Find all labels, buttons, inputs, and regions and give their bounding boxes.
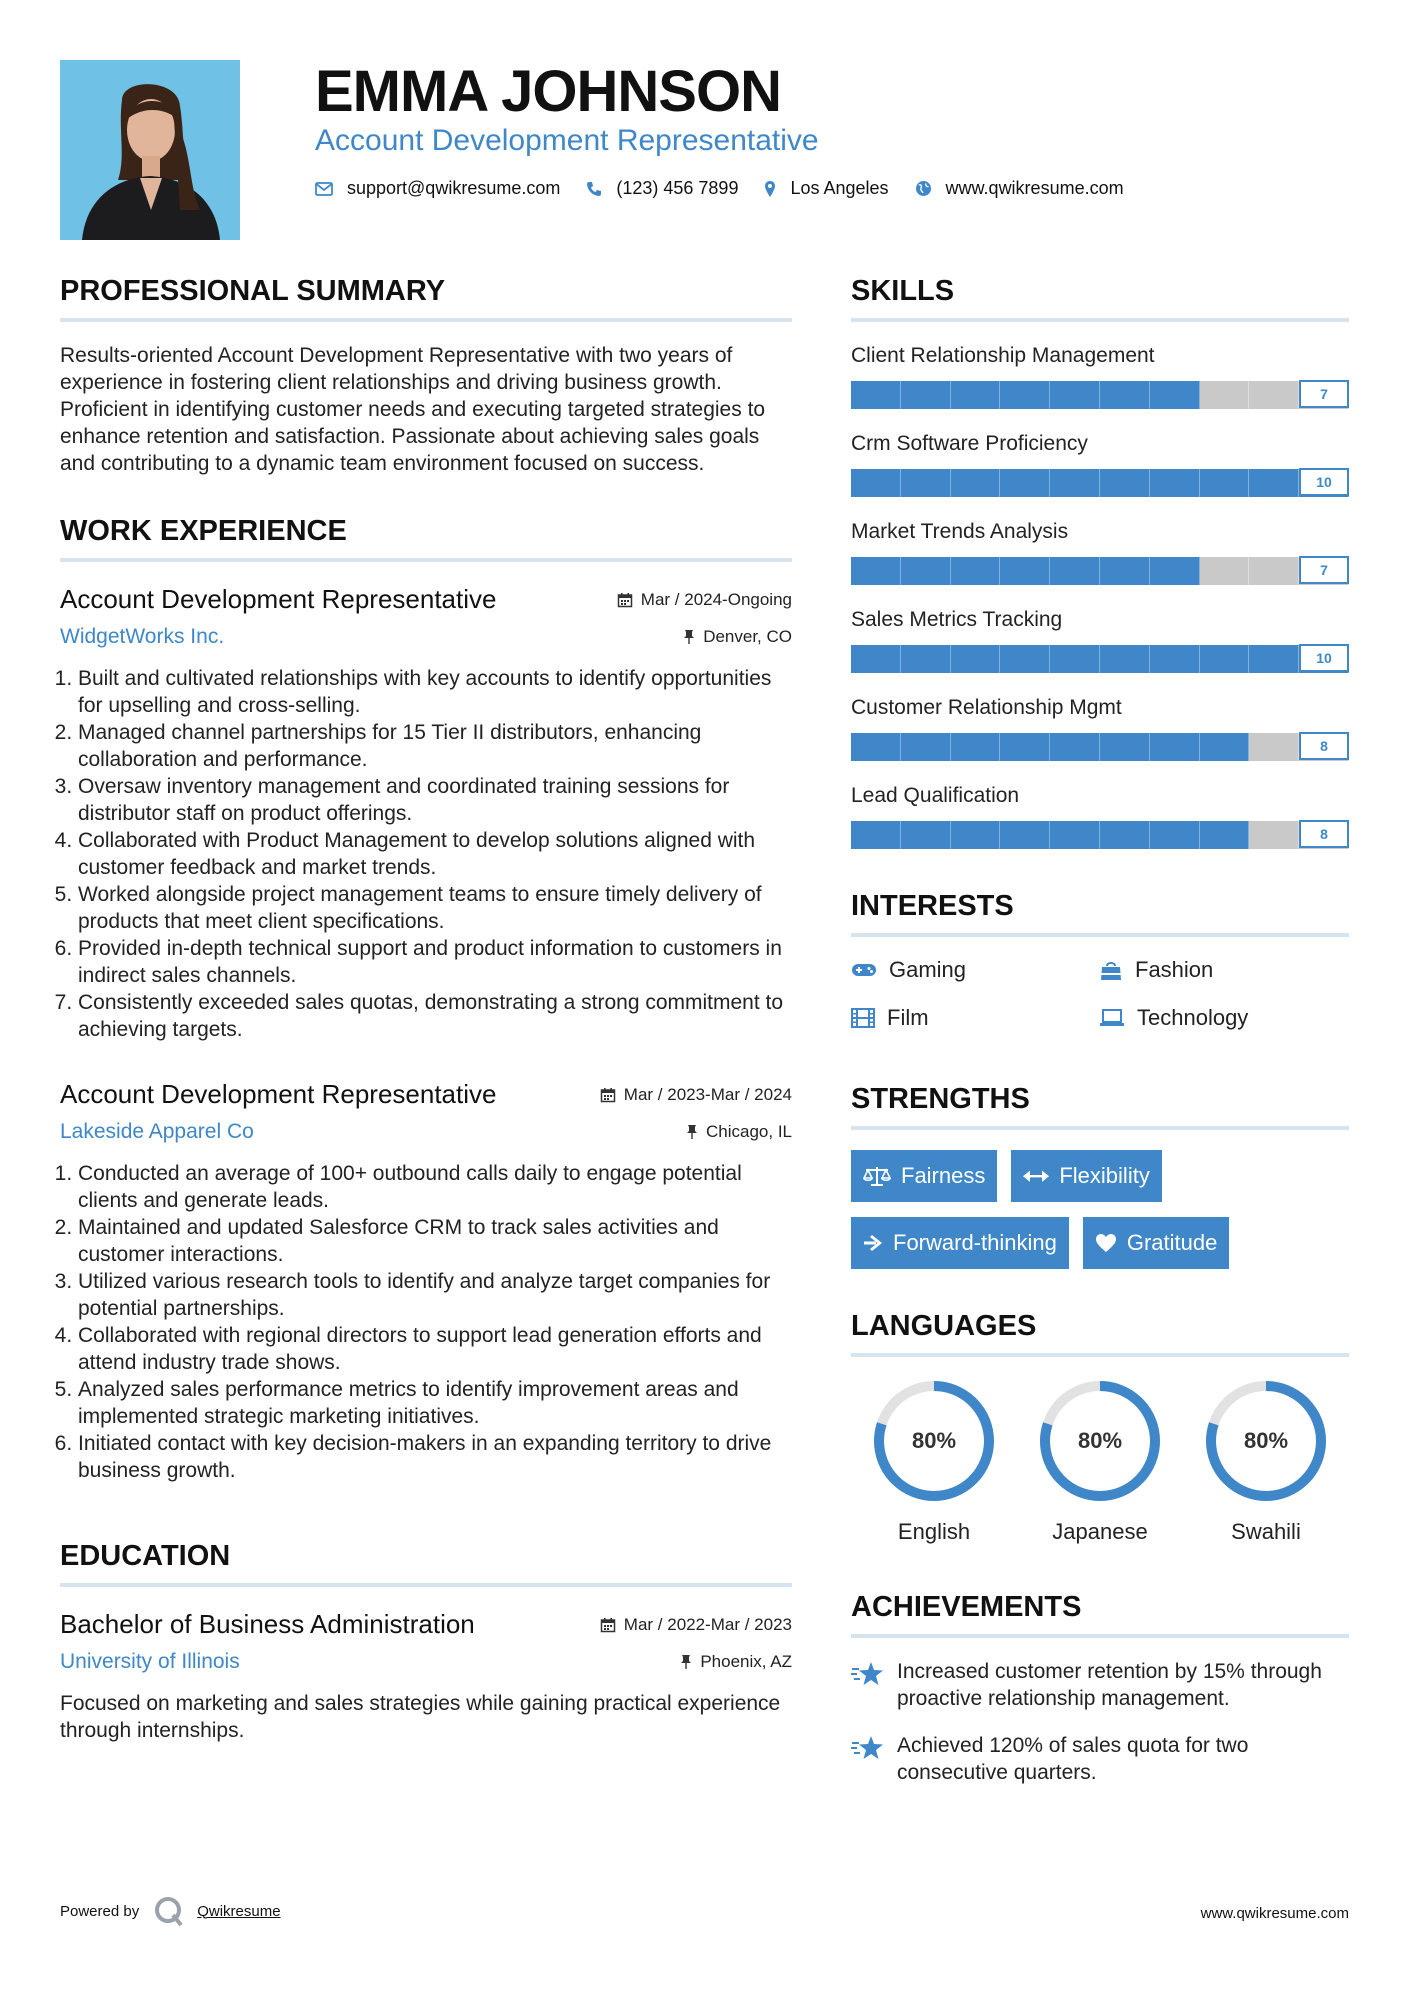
arrows-horizontal-icon [1023,1169,1049,1183]
languages-section [851,1310,1349,1545]
interest-item: Gaming [851,957,1099,983]
skill-bar-segment [1100,645,1150,673]
skill-bar [851,732,1349,762]
list-item: 3. Oversaw inventory management and coordinated training sessions for distributor staff on product offerings. [78,773,792,827]
skill-bar [851,644,1349,674]
skills-list [851,344,1349,850]
shopping-bag-icon [1099,959,1123,981]
skill-bar-segment [851,645,901,673]
education-description: Focused on marketing and sales strategies while gaining practical experience through internships. [60,1692,781,1742]
skill-bar-segment [1000,557,1050,585]
language-name: English [897,1519,971,1544]
job-entry [60,584,792,1043]
calendar-icon [617,592,633,608]
skill-bar-segment [1249,733,1299,761]
section-title: LANGUAGES [851,1310,1349,1357]
skill-label: Market Trends Analysis [851,520,1069,543]
skill-bar-segment [1100,469,1150,497]
list-item: 3. Utilized various research tools to identify and analyze target companies for potential partnerships. [78,1268,792,1322]
languages-list [851,1379,1349,1545]
interest-item: Fashion [1099,957,1349,983]
footer-powered-by [60,1895,281,1927]
skill-bar-segment [901,821,951,849]
qwikresume-logo-icon [153,1895,185,1927]
skill-item [851,696,1349,762]
skill-bar-segment [1249,645,1299,673]
job-title: Account Development Representative [60,584,497,614]
skill-bar-segment [1150,557,1200,585]
skill-bar-segment [1150,469,1200,497]
summary-section [60,275,792,477]
right-column [851,275,1349,1786]
job-dates: Mar / 2023-Mar / 2024 [600,1085,792,1105]
strengths-section [851,1083,1349,1284]
skill-bar-segment [1050,733,1100,761]
calendar-icon [600,1087,616,1103]
language-percent: 80% [911,1428,957,1453]
skill-bar-segment [1249,469,1299,497]
list-item: 5. Worked alongside project management teams to ensure timely delivery of products that meet client specifications. [78,881,792,935]
skill-bar-segment [1000,381,1050,409]
star-award-icon [851,1734,885,1762]
skill-score: 10 [1299,644,1349,672]
skill-score: 7 [1299,556,1349,584]
skill-bar-segment [951,645,1001,673]
section-title: INTERESTS [851,890,1349,937]
skill-score: 8 [1299,732,1349,760]
location-text: Los Angeles [790,178,889,198]
list-item: 1. Built and cultivated relationships with key accounts to identify opportunities for upselling and cross-selling. [78,665,792,719]
skill-bar-segment [1100,381,1150,409]
section-title: WORK EXPERIENCE [60,515,792,562]
skill-score: 8 [1299,820,1349,848]
company-name: WidgetWorks Inc. [60,625,225,648]
language-name: Japanese [1052,1519,1148,1544]
skills-section [851,275,1349,850]
education-location: Phoenix, AZ [680,1652,792,1672]
experience-section [60,515,792,1484]
skill-bar-segment [1000,645,1050,673]
star-award-icon [851,1660,885,1688]
strength-tag: Gratitude [1083,1217,1230,1269]
skill-bar-segment [1050,469,1100,497]
skill-bar-segment [901,733,951,761]
skill-bar-segment [1050,557,1100,585]
skill-bar-segment [1150,645,1200,673]
skill-score: 7 [1299,380,1349,408]
strength-tag: Forward-thinking [851,1217,1069,1269]
pushpin-icon [683,629,695,645]
skill-bar-segment [951,557,1001,585]
contact-location [764,178,888,199]
job-dates: Mar / 2024-Ongoing [617,590,792,610]
skill-bar-segment [1100,821,1150,849]
email-text: support@qwikresume.com [347,178,561,198]
skill-bar-segment [1050,381,1100,409]
skill-bar-segment [851,821,901,849]
heart-icon [1095,1233,1117,1253]
list-item: 4. Collaborated with Product Management to develop solutions aligned with customer feedback and market trends. [78,827,792,881]
film-icon [851,1008,875,1028]
gamepad-icon [851,962,877,978]
skill-item [851,432,1349,498]
contact-website[interactable] [915,178,1124,199]
skill-label: Customer Relationship Mgmt [851,696,1122,719]
skill-bar-segment [951,381,1001,409]
skill-bar-segment [851,381,901,409]
skill-bar-segment [1150,733,1200,761]
skill-score: 10 [1299,468,1349,496]
skill-bar-segment [901,469,951,497]
website-text: www.qwikresume.com [945,178,1124,198]
powered-by-text: Powered by [60,1902,140,1920]
skill-item [851,344,1349,410]
list-item: 2. Managed channel partnerships for 15 Tier II distributors, enhancing collaboration and performance. [78,719,792,773]
envelope-icon [315,182,333,196]
skill-label: Sales Metrics Tracking [851,608,1063,631]
candidate-title: Account Development Representative [315,124,819,157]
skill-bar-segment [851,733,901,761]
skill-bar [851,556,1349,586]
degree-title: Bachelor of Business Administration [60,1609,475,1639]
skill-label: Client Relationship Management [851,344,1155,367]
skill-bar-segment [1200,469,1250,497]
candidate-name: EMMA JOHNSON [315,59,781,124]
skill-item [851,608,1349,674]
skill-bar-segment [1200,381,1250,409]
skill-bar-segment [901,645,951,673]
calendar-icon [600,1617,616,1633]
skill-bar-segment [1050,645,1100,673]
skill-bar-segment [1200,733,1250,761]
section-title: PROFESSIONAL SUMMARY [60,275,792,322]
arrow-right-icon [863,1234,883,1252]
skill-bar-segment [951,733,1001,761]
strength-tag: Fairness [851,1150,997,1202]
skill-bar [851,820,1349,850]
skill-bar-segment [1200,821,1250,849]
job-location: Chicago, IL [686,1122,792,1142]
job-entry [60,1079,792,1484]
skill-bar-segment [1100,557,1150,585]
duty-list [60,1160,792,1484]
language-item [1183,1379,1349,1545]
pushpin-icon [680,1654,692,1670]
language-item [1017,1379,1183,1545]
skill-bar [851,468,1349,498]
skill-bar-segment [1050,821,1100,849]
skill-bar-segment [951,469,1001,497]
language-ring [872,1379,996,1503]
skill-item [851,784,1349,850]
contact-phone[interactable] [586,178,738,199]
achievement-item: Increased customer retention by 15% through proactive relationship management. [851,1658,1349,1712]
duty-list [60,665,792,1043]
interests-section [851,890,1349,1031]
school-name: University of Illinois [60,1650,240,1673]
achievements-section [851,1591,1349,1786]
skill-bar-segment [1000,821,1050,849]
phone-icon [586,181,602,197]
education-entry [60,1609,792,1744]
summary-text: Results-oriented Account Development Representative with two years of experience in fostering client relationships and driving business growth. Proficient in identifying customer needs and executing targeted strategies to enhance retention and satisfaction. Passionate about achieving sales goals and contributing to a dynamic team environment focused on success. [60,344,766,475]
skill-bar-segment [1150,821,1200,849]
contact-row [315,178,1150,199]
language-name: Swahili [1231,1519,1301,1544]
skill-bar-segment [1000,733,1050,761]
skill-bar-segment [1150,381,1200,409]
interest-item: Film [851,1005,1099,1031]
skill-label: Crm Software Proficiency [851,432,1088,455]
language-ring [1038,1379,1162,1503]
balance-scale-icon [863,1165,891,1187]
list-item: 6. Initiated contact with key decision-makers in an expanding territory to drive business growth. [78,1430,792,1484]
interest-item: Technology [1099,1005,1349,1031]
skill-bar-segment [1000,469,1050,497]
skill-bar-segment [1200,645,1250,673]
skill-bar-segment [901,557,951,585]
profile-photo [60,60,240,240]
section-title: STRENGTHS [851,1083,1349,1130]
list-item: 2. Maintained and updated Salesforce CRM to track sales activities and customer interactions. [78,1214,792,1268]
section-title: EDUCATION [60,1540,792,1587]
language-percent: 80% [1243,1428,1289,1453]
list-item: 6. Provided in-depth technical support and product information to customers in indirect sales channels. [78,935,792,989]
job-location: Denver, CO [683,627,792,647]
skill-bar-segment [1249,381,1299,409]
job-title: Account Development Representative [60,1079,497,1109]
skill-label: Lead Qualification [851,784,1020,807]
strength-tag: Flexibility [1011,1150,1161,1202]
skill-bar-segment [1249,821,1299,849]
education-section [60,1540,792,1744]
language-percent: 80% [1077,1428,1123,1453]
company-name: Lakeside Apparel Co [60,1120,254,1143]
brand-link[interactable]: Qwikresume [197,1902,281,1920]
list-item: 1. Conducted an average of 100+ outbound calls daily to engage potential clients and generate leads. [78,1160,792,1214]
skill-bar-segment [1100,733,1150,761]
skill-bar [851,380,1349,410]
skill-bar-segment [1200,557,1250,585]
phone-text: (123) 456 7899 [616,178,739,198]
skill-bar-segment [1249,557,1299,585]
footer-url[interactable]: www.qwikresume.com [1200,1905,1349,1922]
language-ring [1204,1379,1328,1503]
skill-item [851,520,1349,586]
section-title: ACHIEVEMENTS [851,1591,1349,1638]
list-item: 7. Consistently exceeded sales quotas, demonstrating a strong commitment to achieving targets. [78,989,792,1043]
language-item [851,1379,1017,1545]
contact-email[interactable] [315,178,560,199]
globe-icon [915,180,932,197]
education-dates: Mar / 2022-Mar / 2023 [600,1615,792,1635]
skill-bar-segment [951,821,1001,849]
list-item: 4. Collaborated with regional directors to support lead generation efforts and attend industry trade shows. [78,1322,792,1376]
pushpin-icon [686,1124,698,1140]
left-column [60,275,792,1744]
skill-bar-segment [901,381,951,409]
section-title: SKILLS [851,275,1349,322]
skill-bar-segment [851,557,901,585]
skill-bar-segment [851,469,901,497]
list-item: 5. Analyzed sales performance metrics to identify improvement areas and implemented strategic marketing initiatives. [78,1376,792,1430]
map-marker-icon [764,180,776,198]
laptop-icon [1099,1009,1125,1027]
achievement-item: Achieved 120% of sales quota for two consecutive quarters. [851,1732,1349,1786]
